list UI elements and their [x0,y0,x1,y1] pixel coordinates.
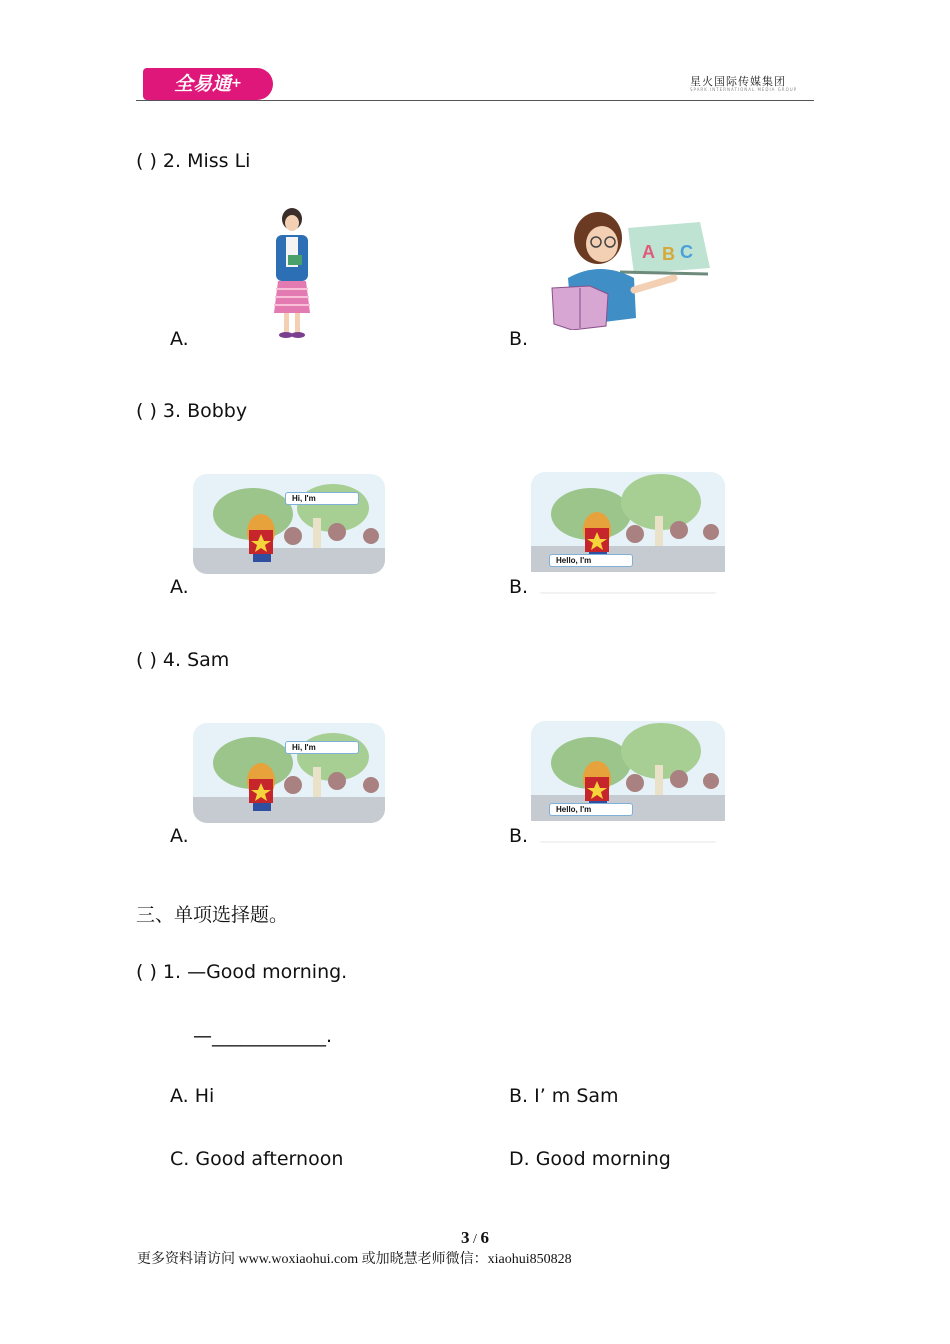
question-4-option-a-label: A. [170,825,189,847]
question-3-label: ( ) 3. Bobby [136,400,248,422]
question-2-option-a-label: A. [170,328,189,350]
question-2-option-b-label: B. [509,328,529,350]
question-4-option-b-label: B. [509,825,529,847]
speech-bubble: Hello, I'm [549,554,633,567]
footer-note: 更多资料请访问 www.woxiaohui.com 或加晓慧老师微信：xiaohui850828 [137,1252,572,1267]
question-3-option-b-label: B. [509,576,529,598]
woman-standing-image [262,205,322,340]
choice-d: D. Good morning [509,1148,671,1170]
header-divider [136,100,814,101]
publisher-name-en: SPARK INTERNATIONAL MEDIA GROUP [690,87,798,92]
svg-text:C: C [680,242,693,262]
answer-blank-line: —____________. [193,1025,333,1047]
question-2-label: ( ) 2. Miss Li [136,150,251,172]
speech-bubble: Hi, I'm [285,492,359,505]
choice-c: C. Good afternoon [170,1148,344,1170]
speech-bubble: Hi, I'm [285,741,359,754]
brand-logo: 全易通+ [143,68,273,100]
section-3-title: 三、单项选择题。 [136,904,289,926]
question-4-label: ( ) 4. Sam [136,649,230,671]
section-3-question-1: ( ) 1. —Good morning. [136,961,348,983]
question-3-picture-a [193,474,385,574]
svg-text:B: B [662,244,675,264]
choice-a: A. Hi [170,1085,215,1107]
page-number: 3 / 6 [461,1228,489,1247]
question-4-picture-b [531,721,725,843]
question-4-picture-a [193,723,385,823]
question-3-option-a-label: A. [170,576,189,598]
teacher-with-abc-board-image [550,208,712,330]
question-3-picture-b [531,472,725,594]
choice-b: B. I’ m Sam [509,1085,619,1107]
speech-bubble: Hello, I'm [549,803,633,816]
svg-text:A: A [642,242,655,262]
publisher-name: 星火国际传媒集团 [690,75,786,88]
